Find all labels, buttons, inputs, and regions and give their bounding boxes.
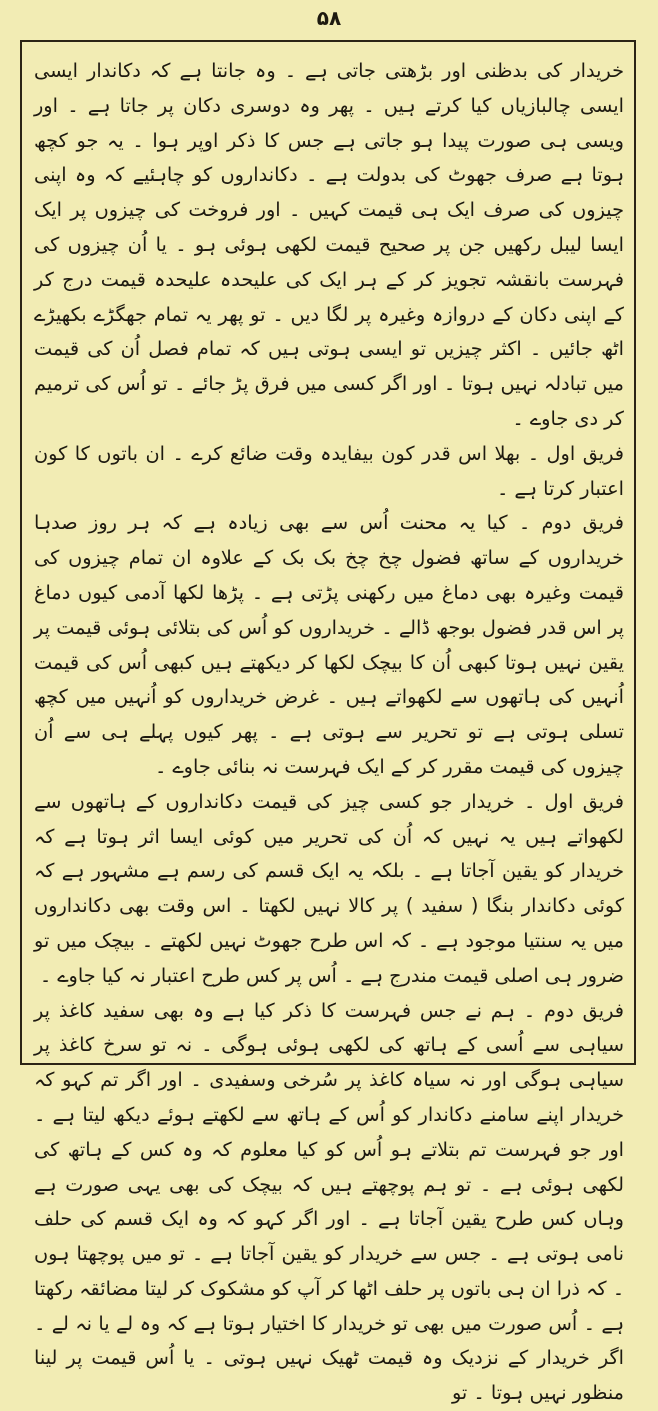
page-number: ۵۸ (316, 6, 342, 30)
paragraph-second-party-1: فریق دوم ۔ کیا یہ محنت اُس سے بھی زیادہ ہے کہ ہر روز صدہا خریداروں کے ساتھ فضول چخ چخ بک بک کے علاوہ ان تمام چیزوں کی قیمت وغیرہ بھی دماغ میں رکھنی پڑتی ہے ۔ پڑھا لکھا آدمی کیوں دماغ پر اس قدر فضول بوجھ ڈالے ۔ خریداروں کو اُس کی بتلائی ہوئی قیمت پر یقین نہیں ہوتا کبھی اُن کا بیچک لکھا کر دیکھتے ہیں کبھی اُس کی قیمت اُنہیں کی ہاتھوں سے لکھواتے ہیں ۔ غرض خریداروں کو اُنہیں میں کچھ تسلی ہوتی ہے تو تحریر سے ہوتی ہے ۔ پھر کیوں پہلے ہی سے اُن چیزوں کی قیمت مقرر کر کے ایک فہرست نہ بنائی جاوے ۔ (34, 511, 624, 778)
paragraph-second-party-2: فریق دوم ۔ ہم نے جس فہرست کا ذکر کیا ہے وہ بھی سفید کاغذ پر سیاہی سے اُسی کے ہاتھ کی لکھی ہوئی ہوگی ۔ نہ تو سرخ کاغذ پر سیاہی ہوگی اور نہ سیاہ کاغذ پر سُرخی وسفیدی ۔ اور اگر تم کہو کہ خریدار اپنے سامنے دکاندار کو اُس کے ہاتھ سے لکھتے ہوئے دیکھ لیتا ہے ۔ اور جو فہرست تم بتلاتے ہو اُس کو کیا معلوم کہ وہ کس کے ہاتھ کی لکھی ہوئی ہے ۔ تو ہم پوچھتے ہیں کہ بیچک کی بھی یہی صورت ہے وہاں کس طرح یقین آجاتا ہے ۔ اور اگر کہو کہ وہ ایک قسم کی حلف نامی ہوتی ہے ۔ جس سے خریدار کو یقین آجاتا ہے ۔ تو میں پوچھتا ہوں ۔ کہ ذرا ان ہی باتوں پر حلف اٹھا کر آپ کو مشکوک کر لیتا مضائقہ رکھتا ہے ۔ اُس صورت میں بھی تو خریدار کا اختیار ہوتا ہے کہ وہ لے یا نہ لے ۔ اگر خریدار کے نزدیک وہ قیمت ٹھیک نہیں ہوتی ۔ یا اُس قیمت پر لینا منظور نہیں ہوتا ۔ تو (34, 998, 624, 1405)
paragraph-intro: خریدار کی بدظنی اور بڑھتی جاتی ہے ۔ وہ جانتا ہے کہ دکاندار ایسی ایسی چالبازیاں کیا کرتے ہیں ۔ پھر وہ دوسری دکان پر جاتا ہے ۔ اور ویسی ہی صورت پیدا ہو جاتی ہے جس کا ذکر اوپر ہوا ۔ یہ جو کچھ ہوتا ہے صرف جھوٹ کی بدولت ہے ۔ دکانداروں کو چاہئیے کہ وہ اپنی چیزوں کی صرف ایک ہی قیمت کہیں ۔ اور فروخت کی چیزوں پر ایک ایسا لیبل رکھیں جن پر صحیح قیمت لکھی ہوئی ہو ۔ یا اُن چیزوں کی فہرست بانقشہ تجویز کر کے ہر ایک کی علیحدہ علیحدہ قیمت درج کر کے اپنی دکان کے دروازہ وغیرہ پر لگا دیں ۔ تو پھر یہ تمام جھگڑے بکھیڑے اٹھ جائیں ۔ اکثر چیزیں تو ایسی ہوتی ہیں کہ تمام فصل اُن کی قیمت میں تبادلہ نہیں ہوتا ۔ اور اگر کسی میں فرق پڑ جائے ۔ تو اُس کی ترمیم کر دی جاوے ۔ (34, 59, 624, 430)
paragraph-first-party-1: فریق اول ۔ بھلا اس قدر کون بیفایدہ وقت ضائع کرے ۔ ان باتوں کا کون اعتبار کرتا ہے ۔ (34, 441, 624, 500)
paragraph-first-party-2: فریق اول ۔ خریدار جو کسی چیز کی قیمت دکانداروں کے ہاتھوں سے لکھواتے ہیں یہ نہیں کہ اُن کی تحریر میں کوئی ایسا اثر ہوتا ہے کہ خریدار کو یقین آجاتا ہے ۔ بلکہ یہ ایک قسم کی رسم ہے مشہور ہے کہ کوئی دکاندار بنگا ( سفید ) پر کالا نہیں لکھتا ۔ اس وقت بھی دکانداروں میں یہ سنتیا موجود ہے ۔ کہ اس طرح جھوٹ نہیں لکھتے ۔ بیچک میں تو ضرور ہی اصلی قیمت مندرج ہے ۔ اُس پر کس طرح اعتبار نہ کیا جاوے ۔ (34, 789, 624, 987)
page-body (34, 54, 624, 1405)
